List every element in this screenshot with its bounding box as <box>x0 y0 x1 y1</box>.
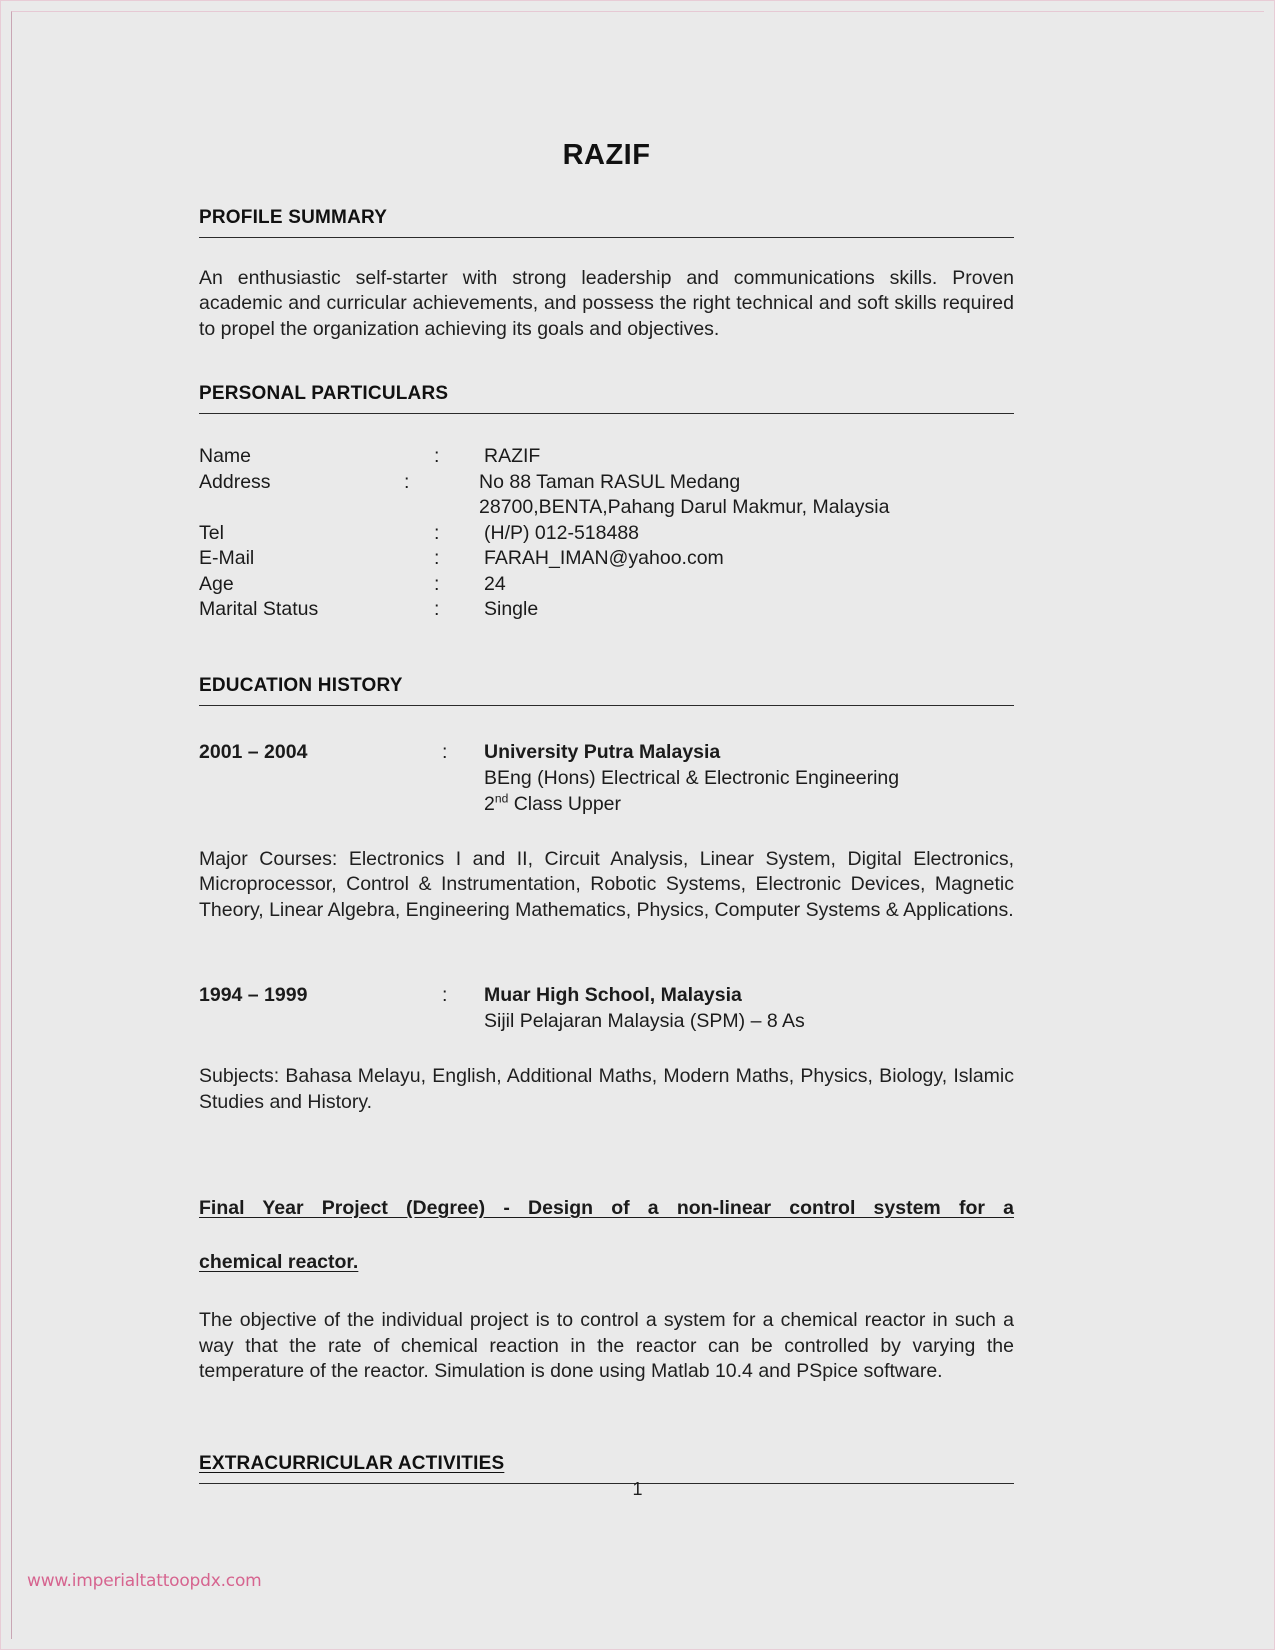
education-entry-highschool <box>199 982 1014 1034</box>
education-institution: Muar High School, Malaysia <box>484 984 742 1007</box>
document-content <box>199 1 1014 1484</box>
particular-label: Tel <box>199 521 224 544</box>
education-entry-header <box>199 982 1014 1008</box>
section-heading-personal-particulars-label: PERSONAL PARTICULARS <box>199 383 449 405</box>
final-year-project-heading-line2: chemical reactor. <box>199 1251 359 1274</box>
education-years: 1994 – 1999 <box>199 984 308 1007</box>
particular-row-email <box>199 546 1014 572</box>
particular-value: RAZIF <box>484 445 541 468</box>
particular-value: No 88 Taman RASUL Medang <box>479 470 741 493</box>
particular-row-address <box>199 470 1014 496</box>
particular-label: Age <box>199 572 234 595</box>
major-courses-text: Major Courses: Electronics I and II, Circuit Analysis, Linear System, Digital Electronics, Microprocessor, Control & Instrumentation, Robotic Systems, Electronic Devices, Magnetic Theory, Linear Algebra, Engineering Mathematics, Physics, Computer Systems & Applications. <box>199 847 1014 921</box>
particular-label: Name <box>199 445 252 468</box>
section-heading-education-history <box>199 676 1014 706</box>
section-heading-extracurricular-activities-label: EXTRACURRICULAR ACTIVITIES <box>199 1452 505 1474</box>
particular-colon: : <box>434 547 440 570</box>
particular-value: (H/P) 012-518488 <box>484 521 640 544</box>
particular-row-marital-status <box>199 597 1014 623</box>
particular-colon: : <box>404 470 410 493</box>
watermark-url: www.imperialtattoopdx.com <box>27 1571 262 1591</box>
particular-colon: : <box>434 598 440 621</box>
section-heading-profile-summary <box>199 208 1014 238</box>
section-heading-education-history-label: EDUCATION HISTORY <box>199 674 403 696</box>
particular-value: 24 <box>484 572 506 595</box>
particular-row-name <box>199 444 1014 470</box>
particular-row-age <box>199 572 1014 598</box>
final-year-project-description: The objective of the individual project is to control a system for a chemical reactor in such a way that the rate of chemical reaction in the reactor can be controlled by varying the temperature of the reactor. Simulation is done using Matlab 10.4 and PSpice software. <box>199 1309 1014 1383</box>
education-years: 2001 – 2004 <box>199 740 308 763</box>
particular-colon: : <box>434 521 440 544</box>
particular-row-tel <box>199 521 1014 547</box>
section-heading-profile-summary-label: PROFILE SUMMARY <box>199 207 388 228</box>
subjects-text: Subjects: Bahasa Melayu, English, Additional Maths, Modern Maths, Physics, Biology, Islamic Studies and History. <box>199 1065 1014 1113</box>
particular-label: Address <box>199 470 271 493</box>
education-class-number: 2 <box>484 792 495 815</box>
education-classification <box>484 791 1014 817</box>
profile-summary-text: An enthusiastic self-starter with strong leadership and communications skills. Proven academic and curricular achievements, and possess the right technical and soft skills required to propel the organization achieving its goals and objectives. <box>199 266 1014 340</box>
education-institution: University Putra Malaysia <box>484 740 721 763</box>
education-colon: : <box>442 740 448 763</box>
particular-label: E-Mail <box>199 547 255 570</box>
personal-particulars-list <box>199 444 1014 623</box>
education-degree: BEng (Hons) Electrical & Electronic Engineering <box>484 766 900 789</box>
particular-label: Marital Status <box>199 598 319 621</box>
page-number: 1 <box>632 1479 643 1499</box>
particular-colon: : <box>434 445 440 468</box>
education-entry-university <box>199 739 1014 817</box>
final-year-project-heading-line1: Final Year Project (Degree) - Design of a non-linear control system for a <box>199 1197 1014 1220</box>
education-qualification: Sijil Pelajaran Malaysia (SPM) – 8 As <box>484 1010 805 1033</box>
particular-row-address-line2 <box>199 495 1014 521</box>
education-class-text: Class Upper <box>508 792 622 815</box>
section-heading-personal-particulars <box>199 384 1014 414</box>
page-title: RAZIF <box>562 139 651 171</box>
particular-value: Single <box>484 598 539 621</box>
particular-value: FARAH_IMAN@yahoo.com <box>484 547 724 570</box>
particular-value: 28700,BENTA,Pahang Darul Makmur, Malaysia <box>479 496 890 519</box>
final-year-project-heading <box>199 1195 1014 1276</box>
education-class-ordinal-suffix: nd <box>494 791 509 806</box>
education-entry-header <box>199 739 1014 765</box>
education-colon: : <box>442 984 448 1007</box>
particular-colon: : <box>434 572 440 595</box>
